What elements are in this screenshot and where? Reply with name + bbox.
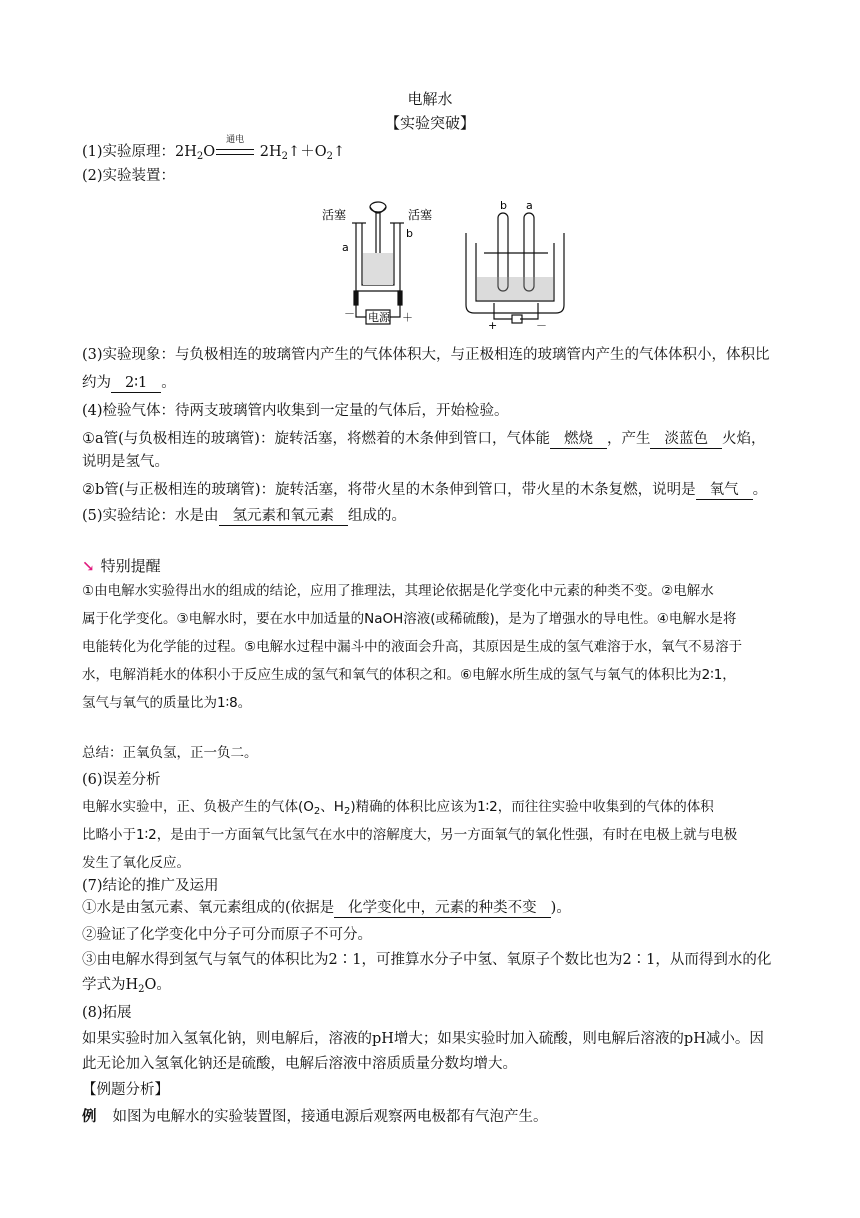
example-heading: 【例题分析】	[82, 1082, 169, 1098]
right-valve-label: 活塞	[408, 208, 433, 222]
error-analysis-line2: 比略小于1∶2，是由于一方面氧气比氢气在水中的溶解度大，另一方面氧气的氧化性强，有时在电极上就与电极	[82, 827, 738, 843]
conclusion-text: 组成的。	[348, 508, 407, 524]
example-label: 例	[82, 1108, 97, 1125]
right-tube-a-label: a	[526, 199, 533, 212]
summary-line: 总结：正氧负氢，正一负二。	[82, 745, 258, 761]
reminder-line: 氢气与氧气的质量比为1∶8。	[82, 695, 252, 711]
phenomenon-text: 。	[161, 375, 176, 391]
expand-line1: 如果实验时加入氢氧化钠，则电解后，溶液的pH增大；如果实验时加入硫酸，则电解后溶液的pH减小。因	[82, 1031, 764, 1047]
conclusion-line	[82, 506, 812, 526]
subscript: 2	[138, 984, 145, 995]
test-gas-b-line	[82, 480, 812, 500]
minus-right: －	[536, 319, 547, 332]
example-text: 如图为电解水的实验装置图，接通电源后观察两电极都有气泡产生。	[112, 1109, 548, 1125]
reminder-line: 水，电解消耗水的体积小于反应生成的氢气和氧气的体积之和。⑥电解水所生成的氢气与氧气的体积比为2∶1，	[82, 667, 736, 683]
principle-line	[82, 135, 812, 167]
arrow-icon: ↘	[82, 557, 95, 575]
phenomenon-line2	[82, 373, 812, 393]
extension-text: 学式为H	[82, 977, 139, 993]
answer-blank: 淡蓝色	[650, 430, 722, 449]
power-label: 电源	[368, 311, 390, 324]
answer-blank: 2∶1	[111, 374, 161, 393]
page-title: 电解水	[407, 90, 453, 108]
error-analysis-line3: 发生了氧化反应。	[82, 855, 190, 871]
conclusion-text: (5)实验结论：水是由	[82, 508, 219, 524]
extension-item3-line1: ③由电解水得到氢气与氧气的体积比为2∶1，可推算水分子中氢、氧原子个数比也为2∶1，从而得到水的化	[82, 952, 772, 968]
reminder-line: 电能转化为化学能的过程。⑤电解水过程中漏斗中的液面会升高，其原因是生成的氢气难溶于水，氧气不易溶于	[82, 639, 743, 655]
tube-a-label: a	[342, 241, 349, 254]
principle-text: (1)实验原理：2H	[82, 144, 197, 160]
plus-right: +	[488, 319, 498, 332]
reminder-heading	[82, 555, 161, 576]
principle-text: ↑＋O	[288, 144, 327, 160]
principle-text: O	[203, 144, 216, 160]
test-gas-heading: (4)检验气体：待两支玻璃管内收集到一定量的气体后，开始检验。	[82, 403, 509, 419]
answer-blank: 氢元素和氧元素	[219, 507, 349, 526]
reminder-title: 特别提醒	[100, 557, 161, 575]
apparatus-label: (2)实验装置：	[82, 168, 176, 184]
subscript: 2	[313, 806, 321, 817]
answer-blank: 燃烧	[550, 430, 607, 449]
reminder-line: 属于化学变化。③电解水时，要在水中加适量的NaOH溶液(或稀硫酸)，是为了增强水的导电性。④电解水是将	[82, 611, 737, 627]
expand-heading: (8)拓展	[82, 1005, 132, 1021]
extension-text: O。	[144, 977, 171, 993]
plus-left: ＋	[402, 311, 413, 324]
error-text: )精确的体积比应该为1∶2，而往往实验中收集到的气体的体积	[350, 799, 714, 815]
phenomenon-line1: (3)实验现象：与负极相连的玻璃管内产生的气体体积大，与正极相连的玻璃管内产生的气体体积小，体积比	[82, 347, 770, 363]
reaction-condition	[215, 135, 255, 162]
test-text: ，产生	[606, 431, 651, 447]
subscript: 2	[326, 151, 333, 162]
section-heading: 【实验突破】	[384, 114, 475, 132]
error-analysis-heading: (6)误差分析	[82, 772, 161, 788]
extension-item1	[82, 898, 812, 918]
principle-text: ↑	[332, 144, 346, 160]
error-text: 电解水实验中，正、负极产生的气体(O	[82, 799, 314, 815]
subscript: 2	[196, 151, 204, 162]
subscript: 2	[343, 806, 351, 817]
electrolysis-apparatus-diagram	[316, 193, 576, 333]
extension-text: ①水是由氢元素、氧元素组成的(依据是	[82, 900, 335, 916]
test-text: 。	[752, 482, 768, 498]
expand-line2: 此无论加入氢氧化钠还是硫酸，电解后溶液中溶质质量分数均增大。	[82, 1056, 517, 1072]
principle-text: 2H	[259, 144, 282, 160]
extension-item3-line2	[82, 975, 812, 1000]
test-text: ①a管(与负极相连的玻璃管)：旋转活塞，将燃着的木条伸到管口，气体能	[82, 431, 550, 447]
tube-b-label: b	[406, 227, 413, 240]
minus-left: －	[344, 307, 355, 320]
test-gas-a-line2: 说明是氢气。	[82, 454, 169, 470]
answer-blank: 化学变化中，元素的种类不变	[334, 899, 551, 918]
condition-label: 通电	[226, 135, 245, 145]
extension-heading: (7)结论的推广及运用	[82, 878, 219, 894]
test-gas-a-line1	[82, 429, 812, 449]
extension-item2: ②验证了化学变化中分子可分而原子不可分。	[82, 927, 372, 943]
apparatus-figure	[316, 193, 576, 333]
reminder-line: ①由电解水实验得出水的组成的结论，应用了推理法，其理论依据是化学变化中元素的种类不变。②电解水	[82, 583, 714, 599]
error-text: 、H	[320, 799, 344, 815]
example-line	[82, 1107, 812, 1127]
answer-blank: 氧气	[696, 481, 753, 500]
left-valve-label: 活塞	[322, 208, 347, 222]
extension-text: )。	[550, 900, 571, 916]
right-tube-b-label: b	[500, 199, 507, 212]
subscript: 2	[281, 151, 289, 162]
test-text: ②b管(与正极相连的玻璃管)：旋转活塞，将带火星的木条伸到管口，带火星的木条复燃，说明是	[82, 482, 696, 498]
phenomenon-text: 约为	[82, 375, 111, 391]
test-text: 火焰，	[721, 431, 766, 447]
